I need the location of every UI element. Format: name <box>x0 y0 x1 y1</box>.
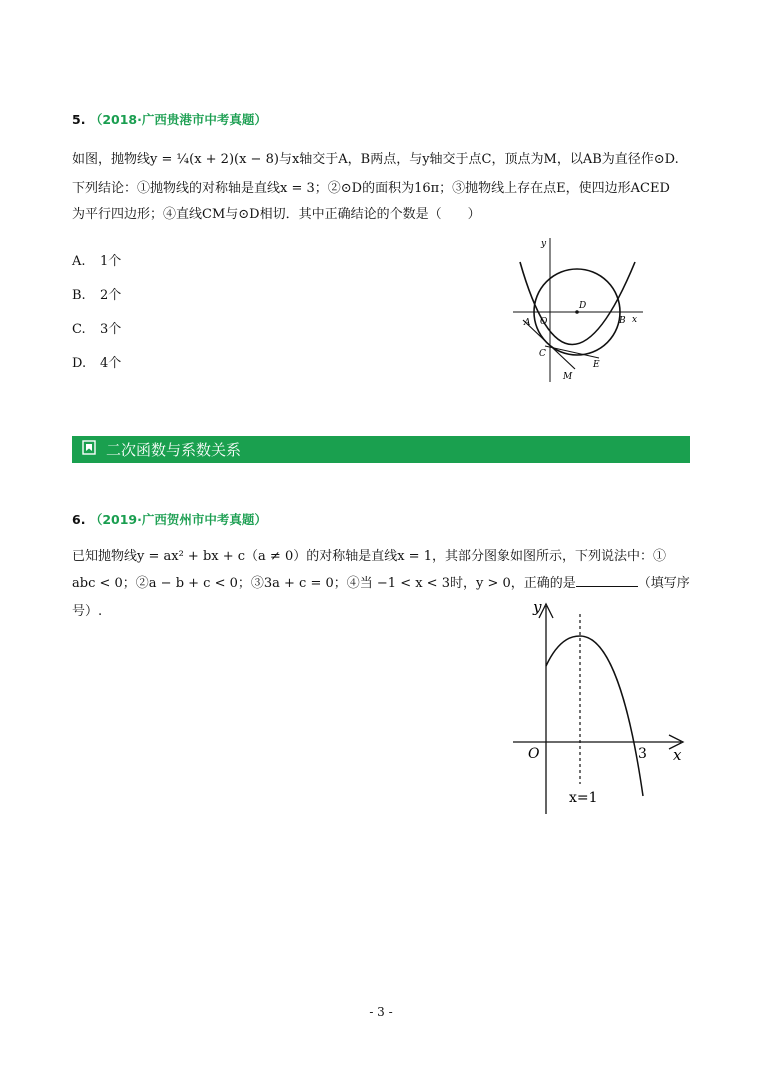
q6-number: 6. <box>72 512 86 527</box>
option-text: 1个 <box>100 254 122 269</box>
option-text: 4个 <box>100 356 122 371</box>
q5-header <box>72 110 267 128</box>
q5-line2: 下列结论：①抛物线的对称轴是直线x = 3；②⊙D的面积为16π；③抛物线上存在点E，使四边形ACED <box>72 181 670 196</box>
q6-line2-a: abc < 0；②a − b + c < 0；③3a + c = 0；④当 −1 < x < 3时，y > 0，正确的是 <box>72 576 576 591</box>
q5-label-o: O <box>540 317 548 327</box>
q6-line2 <box>72 572 690 596</box>
q5-figure <box>505 232 655 384</box>
q5-label-c: C <box>539 349 546 359</box>
option-label: D. <box>72 356 87 371</box>
q6-label-o: O <box>528 746 540 762</box>
option-text: 2个 <box>100 288 122 303</box>
q6-source: （2019·广西贺州市中考真题） <box>89 512 267 527</box>
option-text: 3个 <box>100 322 122 337</box>
option-label: B. <box>72 288 86 303</box>
page-number: - 3 - <box>369 1005 393 1019</box>
q6-label-y: y <box>533 598 542 616</box>
q5-label-b: B <box>619 316 626 326</box>
q5-label-d: D <box>579 301 587 311</box>
q5-label-y: y <box>541 239 547 249</box>
section-title: 二次函数与系数关系 <box>106 441 242 459</box>
q5-label-m: M <box>563 372 573 382</box>
option-label: C. <box>72 322 86 337</box>
q5-parabola <box>520 262 638 345</box>
q5-formula: y = ¼(x + 2)(x − 8) <box>150 152 279 167</box>
q6-label-x: x <box>673 746 682 764</box>
q6-label-x1: x=1 <box>569 790 598 806</box>
q6-figure <box>505 596 695 818</box>
q6-header <box>72 510 267 528</box>
q6-line1: 已知抛物线y = ax² + bx + c（a ≠ 0）的对称轴是直线x = 1，其部分图象如图所示，下列说法中：① <box>72 549 666 564</box>
q5-label-a: A <box>524 318 531 328</box>
q5-source: （2018·广西贵港市中考真题） <box>89 112 267 127</box>
answer-blank[interactable] <box>576 572 638 587</box>
q5-line1 <box>72 148 679 172</box>
q5-option-c[interactable] <box>72 318 121 337</box>
q5-label-x: x <box>632 315 638 325</box>
q6-line2-b: （填写序 <box>637 576 690 591</box>
option-label: A. <box>72 254 86 269</box>
q5-label-e: E <box>593 360 600 370</box>
q5-option-b[interactable] <box>72 284 121 303</box>
q6-label-3: 3 <box>638 746 647 762</box>
q6-parabola <box>546 636 643 796</box>
bookmark-icon <box>82 440 96 459</box>
section-band <box>72 436 690 463</box>
q5-option-d[interactable] <box>72 352 121 371</box>
q5-line1-a: 如图，抛物线 <box>72 152 151 167</box>
q5-line3: 为平行四边形；④直线CM与⊙D相切．其中正确结论的个数是（ ） <box>72 207 481 222</box>
q6-line3: 号）. <box>72 604 103 619</box>
q5-number: 5. <box>72 112 86 127</box>
q5-line1-b: 与x轴交于A，B两点，与y轴交于点C，顶点为M，以AB为直径作⊙D. <box>278 152 679 167</box>
q5-option-a[interactable] <box>72 250 121 269</box>
